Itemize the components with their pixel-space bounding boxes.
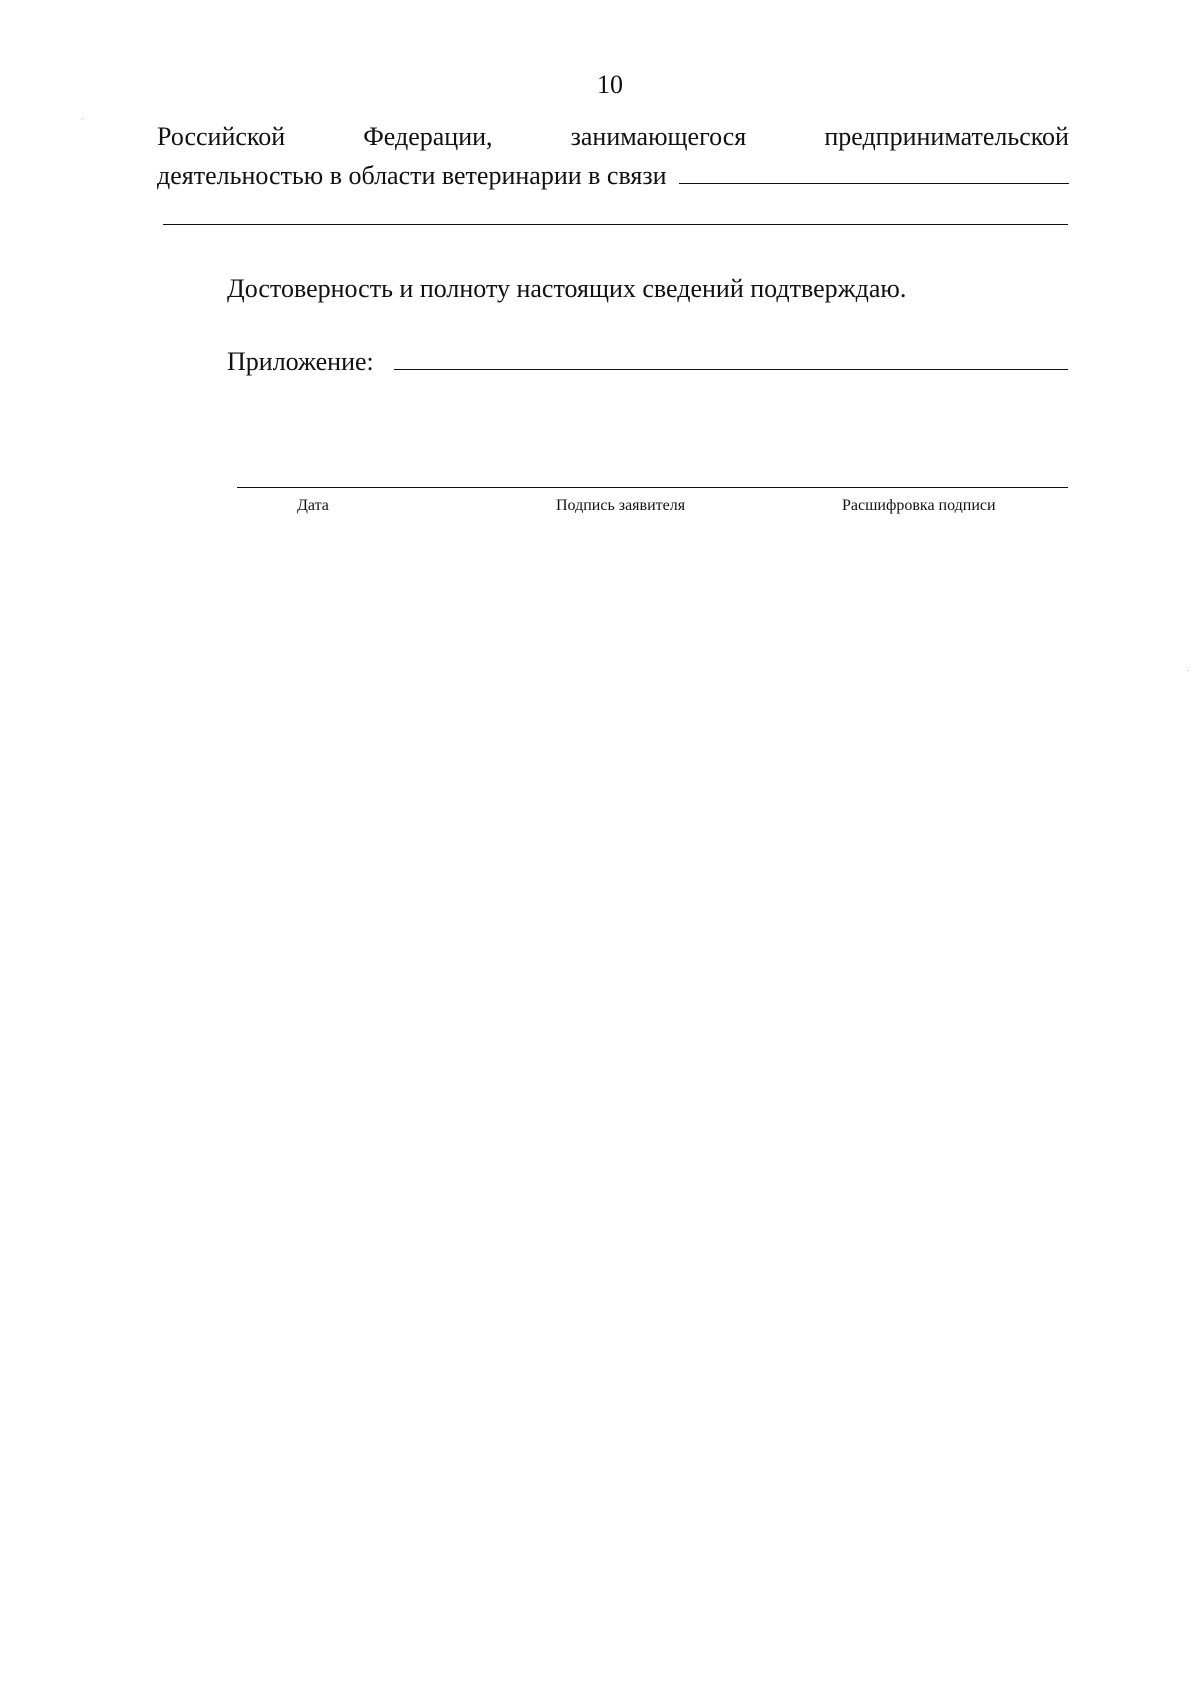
reason-continuation-line [163, 224, 1068, 225]
scan-speck [1188, 670, 1189, 671]
scan-speck [82, 118, 83, 119]
attachment-blank-line [394, 347, 1068, 370]
paragraph-line-2 [157, 157, 1069, 195]
word: Российской [157, 122, 286, 151]
word: Федерации, [363, 122, 493, 151]
signature-decode-caption: Расшифровка подписи [842, 497, 996, 514]
attachment-row [227, 345, 1068, 379]
signature-caption: Подпись заявителя [556, 497, 686, 514]
reason-blank-line [679, 157, 1069, 184]
signature-line [237, 487, 1068, 488]
date-caption: Дата [297, 497, 329, 514]
paragraph-line-1 [157, 118, 1069, 156]
paragraph-text: деятельностью в области ветеринарии в связи [157, 161, 667, 190]
word: занимающегося [570, 122, 747, 151]
confirmation-statement: Достоверность и полноту настоящих сведений подтверждаю. [227, 274, 907, 303]
word: предпринимательской [824, 122, 1069, 151]
page-number: 10 [597, 70, 623, 99]
attachment-label: Приложение: [227, 347, 374, 376]
